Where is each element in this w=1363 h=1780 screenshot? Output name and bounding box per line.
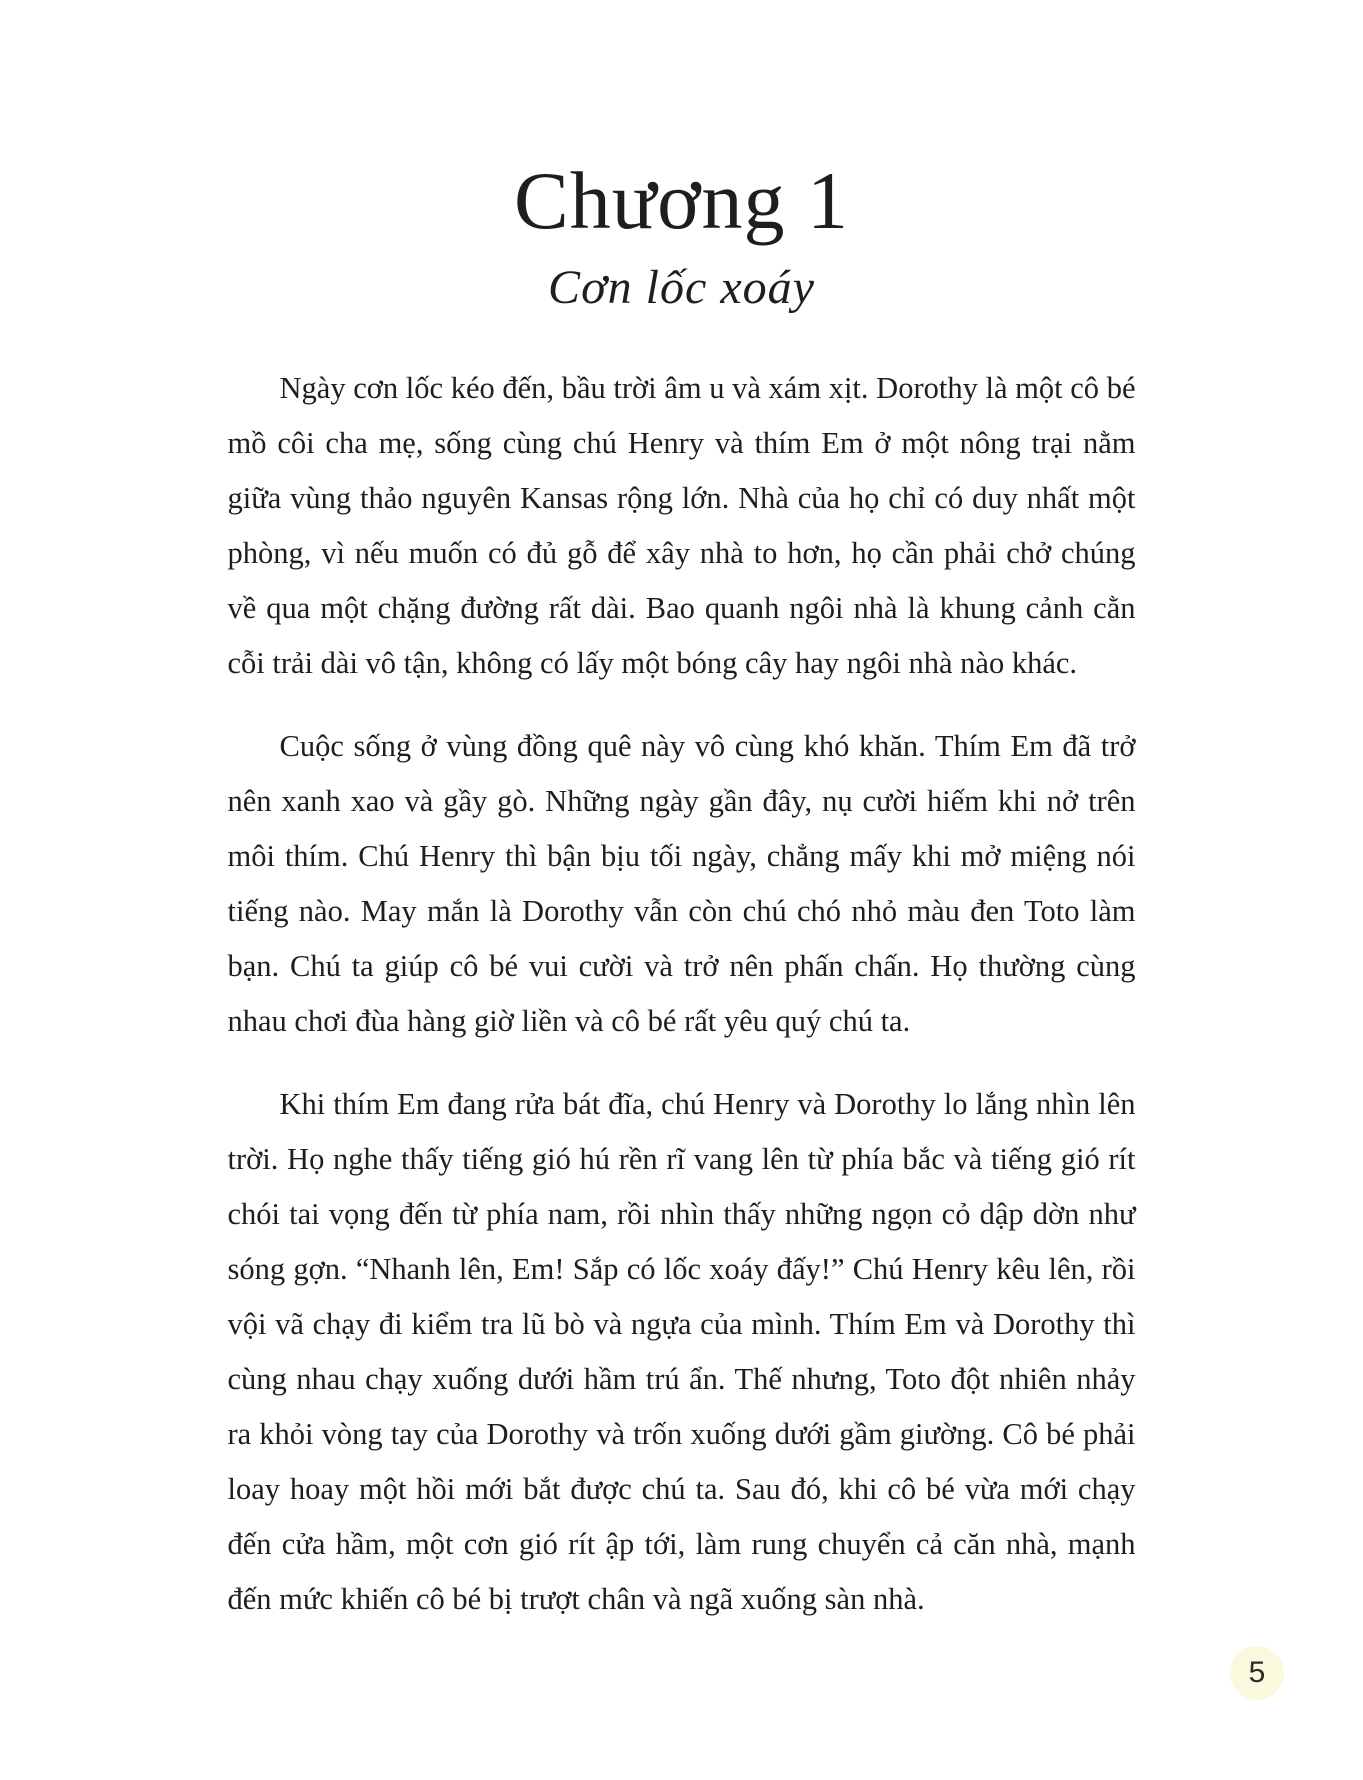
chapter-subtitle: Cơn lốc xoáy [548,261,815,315]
paragraph: Cuộc sống ở vùng đồng quê này vô cùng khó khăn. Thím Em đã trở nên xanh xao và gầy gò. Những ngày gần đây, nụ cười hiếm khi nở trên môi thím. Chú Henry thì bận bịu tối ngày, chẳng mấy khi mở miệng nói tiếng nào. May mắn là Dorothy vẫn còn chú chó nhỏ màu đen Toto làm bạn. Chú ta giúp cô bé vui cười và trở nên phấn chấn. Họ thường cùng nhau chơi đùa hàng giờ liền và cô bé rất yêu quý chú ta. [227,728,1136,1038]
paragraph: Ngày cơn lốc kéo đến, bầu trời âm u và xám xịt. Dorothy là một cô bé mồ côi cha mẹ, sống cùng chú Henry và thím Em ở một nông trại nằm giữa vùng thảo nguyên Kansas rộng lớn. Nhà của họ chỉ có duy nhất một phòng, vì nếu muốn có đủ gỗ để xây nhà to hơn, họ cần phải chở chúng về qua một chặng đường rất dài. Bao quanh ngôi nhà là khung cảnh cằn cỗi trải dài vô tận, không có lấy một bóng cây hay ngôi nhà nào khác. [227,370,1136,680]
page-number: 5 [1248,1656,1266,1689]
page-number-badge [1230,1646,1284,1700]
paragraph: Khi thím Em đang rửa bát đĩa, chú Henry và Dorothy lo lắng nhìn lên trời. Họ nghe thấy tiếng gió hú rền rĩ vang lên từ phía bắc và tiếng gió rít chói tai vọng đến từ phía nam, rồi nhìn thấy những ngọn cỏ dập dờn như sóng gợn. “Nhanh lên, Em! Sắp có lốc xoáy đấy!” Chú Henry kêu lên, rồi vội vã chạy đi kiểm tra lũ bò và ngựa của mình. Thím Em và Dorothy thì cùng nhau chạy xuống dưới hầm trú ẩn. Thế nhưng, Toto đột nhiên nhảy ra khỏi vòng tay của Dorothy và trốn xuống dưới gầm giường. Cô bé phải loay hoay một hồi mới bắt được chú ta. Sau đó, khi cô bé vừa mới chạy đến cửa hầm, một cơn gió rít ập tới, làm rung chuyển cả căn nhà, mạnh đến mức khiến cô bé bị trượt chân và ngã xuống sàn nhà. [227,1086,1136,1616]
chapter-body [228,361,1136,1627]
chapter-title: Chương 1 [514,155,849,246]
